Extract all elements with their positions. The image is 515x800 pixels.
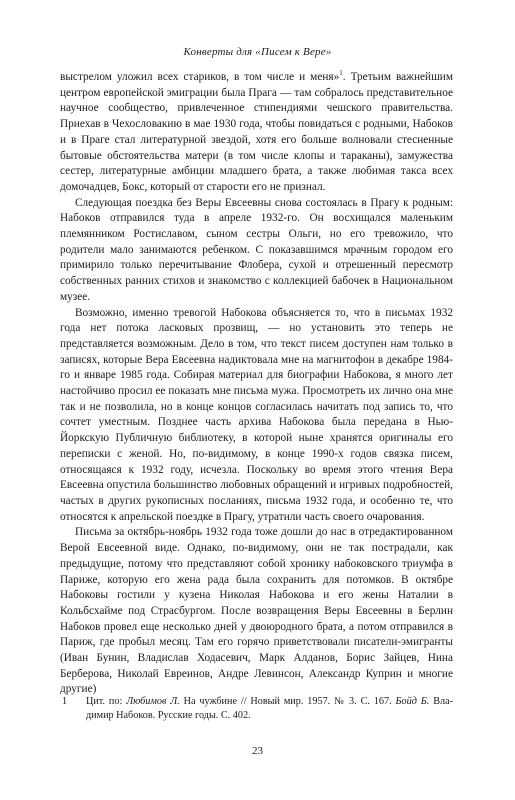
footnote-number: 1 <box>62 696 68 707</box>
paragraph-2: Следующая поездка без Веры Евсеевны снова состоялась в Прагу к родным: Набоков отправился туда в апреле 1932-го. Он восхищался маленьким племянником Ростиславом, сыном сестры Ольги, но его тревожило, что родители мало занимаются ребенком. С показавшимся мрачным городом его примирило только перечитывание Флобера, сухой и отрешенный пересмотр собственных ранних стихов и знакомство с коллекцией бабочек в Национальном музее. <box>60 196 453 303</box>
paragraph-1-start: выстрелом уложил всех стариков, в том числе и меня» <box>60 71 340 83</box>
running-head: Конверты для «Писем к Вере» <box>183 46 332 58</box>
footnote-reference[interactable]: 1 <box>339 69 343 78</box>
footnote <box>60 695 453 723</box>
footnote-author-1: Любимов Л. <box>126 696 180 707</box>
main-text <box>60 70 453 698</box>
footnote-text-1: Цит. по: <box>86 696 127 707</box>
paragraph-1-rest: . Третьим важнейшим центром европейской эмиграции была Прага — там собралось представительное научное сообщество, привлеченное стипендиями чешского правительства. Приехав в Чехословакию в мае 1930 года, чтобы повидаться с родными, Набоков и в Праге стал литературной звездой, хотя его больше волновали стесненные бытовые обстоятельства матери (в том числе клопы и тараканы), замужества сестер, литературные амбиции младшего брата, а также любимая такса всех домочадцев, Бокс, который от старости его не признал. <box>60 71 453 193</box>
footnote-author-2: Бойд Б. <box>395 696 430 707</box>
paragraph-4: Письма за октябрь-ноябрь 1932 года тоже дошли до нас в отредактированном Верой Евсеевной виде. Однако, по-видимому, они не так пострадали, как предыдущие, потому что представляют собой хронику набоковского триумфа в Париже, которую его жена рада была сохранить для потомков. В октябре Набоковы гостили у кузена Николая Набокова и его жены Наталии в Кольбсхайме под Страсбургом. После возвращения Веры Евсеевны в Берлин Набоков провел еще несколько дней у двоюродного брата, а потом отправился в Париж, где пробыл месяц. Там его горячо приветствовали писатели-эмигранты (Иван Бунин, Владислав Ходасевич, Марк Алданов, Борис Зайцев, Нина Берберова, Николай Евреинов, Андре Левинсон, Александр Куприн и многие другие) <box>60 526 453 696</box>
paragraph-1 <box>60 70 453 196</box>
footnote-text-3: Владимир Набоков. Русские годы. С. 402. <box>86 696 454 721</box>
footnote-text <box>86 695 453 723</box>
paragraph-3: Возможно, именно тревогой Набокова объясняется то, что в письмах 1932 года нет потока ласковых прозвищ, — но установить это теперь не представляется возможным. Дело в том, что текст писем доступен нам только в записях, которые Вера Евсеевна надиктовала мне на магнитофон в декабре 1984-го и январе 1985 года. Собирая материал для биографии Набокова, я много лет настойчиво просил ее показать мне письма мужа. Просмотреть их лично она мне так и не позволила, но в конце концов согласилась начитать под запись то, что сочтет уместным. Позднее часть архива Набокова была передана в Нью-Йоркскую Публичную библиотеку, в которой ныне хранятся оригиналы его переписки с женой. Но, по-видимому, в конце 1990-х годов связка писем, относящаяся к 1932 году, исчезла. Поскольку во время этого чтения Вера Евсеевна опустила большинство любовных обращений и игривых подробностей, частых в других рукописных посланиях, письма 1932 года, и особенно те, что относятся к апрельской поездке в Прагу, утратили часть своего очарования. <box>60 306 453 523</box>
page-number: 23 <box>252 745 263 757</box>
footnote-text-2: На чужбине // Новый мир. 1957. № 3. С. 167. <box>179 696 396 707</box>
